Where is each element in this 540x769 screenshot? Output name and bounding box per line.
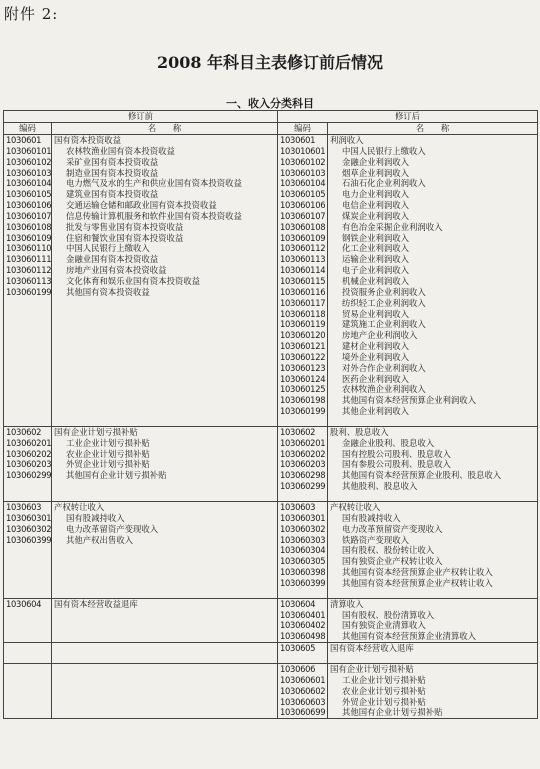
after-name-cell: 股利、股息收入 — [328, 426, 538, 437]
after-code-cell: 103060299 — [278, 481, 328, 492]
table-row — [4, 211, 538, 222]
after-code-cell: 103060202 — [278, 449, 328, 460]
spacer-cell — [328, 589, 538, 599]
before-name-cell: 国有企业计划亏损补贴 — [52, 426, 278, 437]
document-title: 2008 年科目主表修订前后情况 — [156, 53, 384, 72]
after-code-cell: 103060199 — [278, 406, 328, 417]
after-code-cell: 103060107 — [278, 211, 328, 222]
before-name-cell: 农林牧渔业国有资本投资收益 — [52, 146, 278, 157]
section-heading: 一、收入分类科目 — [226, 97, 314, 110]
before-code-cell — [4, 545, 52, 556]
table-row — [4, 631, 538, 642]
table-row — [4, 276, 538, 287]
table-row — [4, 178, 538, 189]
table-row — [4, 697, 538, 708]
after-code-cell: 103060105 — [278, 189, 328, 200]
after-code-cell: 103060602 — [278, 686, 328, 697]
table-row — [4, 470, 538, 481]
after-code-cell: 103060302 — [278, 524, 328, 535]
after-name-cell: 煤炭企业利润收入 — [328, 211, 538, 222]
after-name-cell: 国有独资企业产权转让收入 — [328, 556, 538, 567]
before-name-cell — [52, 556, 278, 567]
after-code-cell: 103060106 — [278, 200, 328, 211]
before-name-cell: 文化体育和娱乐业国有资本投资收益 — [52, 276, 278, 287]
table-row — [4, 319, 538, 330]
header-after: 修订后 — [278, 111, 538, 123]
after-code-cell: 1030602 — [278, 426, 328, 437]
after-name-cell: 运输企业利润收入 — [328, 254, 538, 265]
before-code-cell — [4, 374, 52, 385]
before-code-cell — [4, 395, 52, 406]
before-code-cell — [4, 620, 52, 631]
after-code-cell: 103010601 — [278, 146, 328, 157]
before-name-cell — [52, 675, 278, 686]
after-name-cell: 石油石化企业利润收入 — [328, 178, 538, 189]
before-name-cell: 国有资本经营收益退库 — [52, 598, 278, 609]
spacer-cell — [278, 417, 328, 427]
table-row — [4, 395, 538, 406]
before-name-cell — [52, 610, 278, 621]
before-code-cell: 1030604 — [4, 598, 52, 609]
before-code-cell: 103060201 — [4, 438, 52, 449]
before-code-cell — [4, 610, 52, 621]
after-code-cell: 103060103 — [278, 168, 328, 179]
after-code-cell: 103060117 — [278, 298, 328, 309]
before-name-cell: 批发与零售业国有资本投资收益 — [52, 222, 278, 233]
after-name-cell: 国有股权、股份转让收入 — [328, 545, 538, 556]
before-code-cell: 103060299 — [4, 470, 52, 481]
table-row — [4, 459, 538, 470]
after-name-cell: 国有股减持收入 — [328, 513, 538, 524]
before-name-cell — [52, 631, 278, 642]
table-row — [4, 254, 538, 265]
before-name-cell — [52, 298, 278, 309]
table-header-period-row — [4, 111, 538, 123]
table-header-column-row — [4, 123, 538, 135]
after-code-cell: 103060305 — [278, 556, 328, 567]
after-code-cell: 103060603 — [278, 697, 328, 708]
spacer-cell — [4, 417, 52, 427]
after-name-cell: 其他国有资本经营预算企业清算收入 — [328, 631, 538, 642]
before-name-cell: 其他国有企业计划亏损补贴 — [52, 470, 278, 481]
before-name-cell: 建筑业国有资本投资收益 — [52, 189, 278, 200]
after-name-cell: 其他国有资本经营预算企业利润收入 — [328, 395, 538, 406]
before-code-cell — [4, 697, 52, 708]
spacer-cell — [4, 589, 52, 599]
table-row — [4, 243, 538, 254]
before-code-cell: 103060112 — [4, 265, 52, 276]
after-code-cell: 103060301 — [278, 513, 328, 524]
before-name-cell: 电力燃气及水的生产和供应业国有资本投资收益 — [52, 178, 278, 189]
before-code-cell: 103060399 — [4, 535, 52, 546]
spacer-cell — [278, 589, 328, 599]
before-code-cell — [4, 707, 52, 718]
after-code-cell: 1030603 — [278, 502, 328, 513]
after-name-cell: 国有独资企业清算收入 — [328, 620, 538, 631]
after-name-cell: 有色冶金采掘企业利润收入 — [328, 222, 538, 233]
after-name-cell: 国有资本经营收入退库 — [328, 643, 538, 654]
before-name-cell: 中国人民银行上缴收入 — [52, 243, 278, 254]
before-code-cell — [4, 384, 52, 395]
before-name-cell: 产权转让收入 — [52, 502, 278, 513]
after-name-cell: 境外企业利润收入 — [328, 352, 538, 363]
table-row — [4, 567, 538, 578]
table-row — [4, 686, 538, 697]
before-code-cell: 103060202 — [4, 449, 52, 460]
after-code-cell: 103060112 — [278, 243, 328, 254]
before-code-cell: 103060107 — [4, 211, 52, 222]
spacer-cell — [4, 654, 52, 664]
after-code-cell: 103060399 — [278, 578, 328, 589]
table-row — [4, 406, 538, 417]
after-name-cell: 建筑施工企业利润收入 — [328, 319, 538, 330]
before-name-cell — [52, 374, 278, 385]
after-name-cell: 贸易企业利润收入 — [328, 309, 538, 320]
after-name-cell: 化工企业利润收入 — [328, 243, 538, 254]
after-name-cell: 电力企业利润收入 — [328, 189, 538, 200]
before-name-cell — [52, 309, 278, 320]
before-name-cell: 交通运输仓储和邮政业国有资本投资收益 — [52, 200, 278, 211]
before-code-cell — [4, 578, 52, 589]
after-code-cell: 103060201 — [278, 438, 328, 449]
after-name-cell: 其他国有资本经营预算企业股利、股息收入 — [328, 470, 538, 481]
table-row — [4, 309, 538, 320]
table-row — [4, 168, 538, 179]
spacer-cell — [278, 654, 328, 664]
table-row — [4, 663, 538, 674]
table-row — [4, 556, 538, 567]
before-name-cell — [52, 395, 278, 406]
table-row — [4, 502, 538, 513]
before-code-cell — [4, 352, 52, 363]
before-name-cell: 其他国有资本投资收益 — [52, 287, 278, 298]
spacer-cell — [278, 492, 328, 502]
spacer-cell — [52, 492, 278, 502]
before-name-cell — [52, 319, 278, 330]
after-name-cell: 纺织轻工企业利润收入 — [328, 298, 538, 309]
before-code-cell: 103060113 — [4, 276, 52, 287]
before-code-cell: 103060111 — [4, 254, 52, 265]
header-name-before: 名 称 — [52, 123, 278, 135]
table-row — [4, 620, 538, 631]
before-code-cell: 103060106 — [4, 200, 52, 211]
spacer-cell — [328, 492, 538, 502]
table-row — [4, 481, 538, 492]
before-name-cell — [52, 663, 278, 674]
before-code-cell: 103060302 — [4, 524, 52, 535]
before-code-cell — [4, 309, 52, 320]
table-row — [4, 222, 538, 233]
group-spacer-row — [4, 654, 538, 664]
after-name-cell: 其他国有企业计划亏损补贴 — [328, 707, 538, 718]
before-code-cell: 1030601 — [4, 135, 52, 146]
after-name-cell: 金融企业利润收入 — [328, 157, 538, 168]
table-row — [4, 384, 538, 395]
before-name-cell: 国有资本投资收益 — [52, 135, 278, 146]
after-code-cell: 1030605 — [278, 643, 328, 654]
after-name-cell: 投资服务企业利润收入 — [328, 287, 538, 298]
before-name-cell — [52, 697, 278, 708]
after-code-cell: 103060113 — [278, 254, 328, 265]
before-code-cell — [4, 298, 52, 309]
before-code-cell — [4, 406, 52, 417]
table-row — [4, 146, 538, 157]
after-code-cell: 103060298 — [278, 470, 328, 481]
table-row — [4, 374, 538, 385]
spacer-cell — [328, 417, 538, 427]
table-row — [4, 352, 538, 363]
before-name-cell — [52, 481, 278, 492]
after-code-cell: 1030604 — [278, 598, 328, 609]
before-name-cell: 住宿和餐饮业国有资本投资收益 — [52, 233, 278, 244]
group-spacer-row — [4, 417, 538, 427]
before-name-cell: 房地产业国有资本投资收益 — [52, 265, 278, 276]
before-name-cell — [52, 707, 278, 718]
table-row — [4, 524, 538, 535]
after-name-cell: 房地产企业利润收入 — [328, 330, 538, 341]
before-code-cell — [4, 330, 52, 341]
after-name-cell: 金融企业股利、股息收入 — [328, 438, 538, 449]
after-code-cell: 103060304 — [278, 545, 328, 556]
table-row — [4, 135, 538, 146]
table-row — [4, 200, 538, 211]
before-code-cell — [4, 663, 52, 674]
before-name-cell: 农业企业计划亏损补贴 — [52, 449, 278, 460]
before-code-cell — [4, 675, 52, 686]
table-row — [4, 438, 538, 449]
after-name-cell: 国有股权、股份清算收入 — [328, 610, 538, 621]
table-row — [4, 578, 538, 589]
table-row — [4, 265, 538, 276]
after-code-cell: 103060119 — [278, 319, 328, 330]
before-code-cell: 103060108 — [4, 222, 52, 233]
before-code-cell: 103060199 — [4, 287, 52, 298]
group-spacer-row — [4, 589, 538, 599]
after-code-cell: 103060104 — [278, 178, 328, 189]
after-name-cell: 建材企业利润收入 — [328, 341, 538, 352]
before-name-cell: 外贸企业计划亏损补贴 — [52, 459, 278, 470]
before-name-cell: 其他产权出售收入 — [52, 535, 278, 546]
before-code-cell: 103060109 — [4, 233, 52, 244]
before-name-cell: 工业企业计划亏损补贴 — [52, 438, 278, 449]
after-code-cell: 103060108 — [278, 222, 328, 233]
table-row — [4, 298, 538, 309]
after-name-cell: 电子企业利润收入 — [328, 265, 538, 276]
after-code-cell: 103060120 — [278, 330, 328, 341]
before-code-cell: 103060103 — [4, 168, 52, 179]
after-name-cell: 国有企业计划亏损补贴 — [328, 663, 538, 674]
before-code-cell — [4, 363, 52, 374]
before-code-cell — [4, 643, 52, 654]
before-code-cell — [4, 631, 52, 642]
spacer-cell — [52, 417, 278, 427]
after-code-cell: 103060115 — [278, 276, 328, 287]
after-code-cell: 103060198 — [278, 395, 328, 406]
after-code-cell: 103060601 — [278, 675, 328, 686]
after-name-cell: 利润收入 — [328, 135, 538, 146]
after-code-cell: 103060122 — [278, 352, 328, 363]
after-code-cell: 1030601 — [278, 135, 328, 146]
before-code-cell: 1030603 — [4, 502, 52, 513]
table-row — [4, 341, 538, 352]
before-code-cell: 103060203 — [4, 459, 52, 470]
after-code-cell: 103060123 — [278, 363, 328, 374]
after-name-cell: 外贸企业计划亏损补贴 — [328, 697, 538, 708]
table-row — [4, 675, 538, 686]
before-code-cell: 103060110 — [4, 243, 52, 254]
after-name-cell: 其他企业利润收入 — [328, 406, 538, 417]
before-code-cell — [4, 481, 52, 492]
before-code-cell — [4, 686, 52, 697]
after-code-cell: 103060203 — [278, 459, 328, 470]
table-row — [4, 513, 538, 524]
before-code-cell: 1030602 — [4, 426, 52, 437]
after-code-cell: 103060114 — [278, 265, 328, 276]
after-name-cell: 中国人民银行上缴收入 — [328, 146, 538, 157]
after-code-cell: 1030606 — [278, 663, 328, 674]
before-name-cell: 制造业国有资本投资收益 — [52, 168, 278, 179]
before-name-cell — [52, 545, 278, 556]
after-name-cell: 烟草企业利润收入 — [328, 168, 538, 179]
table-row — [4, 287, 538, 298]
header-code-after: 编码 — [278, 123, 328, 135]
after-name-cell: 国有参股公司股利、股息收入 — [328, 459, 538, 470]
after-name-cell: 对外合作企业利润收入 — [328, 363, 538, 374]
after-code-cell: 103060102 — [278, 157, 328, 168]
before-name-cell — [52, 620, 278, 631]
after-name-cell: 电力改革预留资产变现收入 — [328, 524, 538, 535]
table-row — [4, 189, 538, 200]
before-name-cell: 金融业国有资本投资收益 — [52, 254, 278, 265]
before-name-cell: 采矿业国有资本投资收益 — [52, 157, 278, 168]
before-code-cell — [4, 567, 52, 578]
after-code-cell: 103060124 — [278, 374, 328, 385]
after-code-cell: 103060699 — [278, 707, 328, 718]
before-code-cell: 103060101 — [4, 146, 52, 157]
before-name-cell — [52, 384, 278, 395]
after-code-cell: 103060398 — [278, 567, 328, 578]
before-name-cell: 国有股减持收入 — [52, 513, 278, 524]
after-code-cell: 103060116 — [278, 287, 328, 298]
header-before: 修订前 — [4, 111, 278, 123]
spacer-cell — [4, 492, 52, 502]
before-name-cell: 电力改革留资产变现收入 — [52, 524, 278, 535]
after-name-cell: 国有控股公司股利、股息收入 — [328, 449, 538, 460]
before-code-cell: 103060301 — [4, 513, 52, 524]
table-body — [4, 135, 538, 719]
spacer-cell — [52, 654, 278, 664]
table-row — [4, 610, 538, 621]
table-row — [4, 643, 538, 654]
after-name-cell: 其他国有资本经营预算企业产权转让收入 — [328, 578, 538, 589]
table-row — [4, 157, 538, 168]
table-row — [4, 330, 538, 341]
before-name-cell — [52, 341, 278, 352]
before-name-cell — [52, 567, 278, 578]
table-row — [4, 233, 538, 244]
before-code-cell: 103060105 — [4, 189, 52, 200]
before-code-cell — [4, 341, 52, 352]
table-row — [4, 449, 538, 460]
before-code-cell: 103060104 — [4, 178, 52, 189]
spacer-cell — [328, 654, 538, 664]
after-code-cell: 103060402 — [278, 620, 328, 631]
before-name-cell — [52, 686, 278, 697]
table-row — [4, 545, 538, 556]
after-code-cell: 103060121 — [278, 341, 328, 352]
before-name-cell — [52, 363, 278, 374]
after-name-cell: 产权转让收入 — [328, 502, 538, 513]
after-name-cell: 铁路资产变现收入 — [328, 535, 538, 546]
after-name-cell: 其他股利、股息收入 — [328, 481, 538, 492]
table-row — [4, 426, 538, 437]
attachment-label: 附件 2: — [4, 5, 59, 23]
after-name-cell: 钢铁企业利润收入 — [328, 233, 538, 244]
after-code-cell: 103060303 — [278, 535, 328, 546]
spacer-cell — [52, 589, 278, 599]
before-name-cell — [52, 643, 278, 654]
table-row — [4, 535, 538, 546]
after-code-cell: 103060109 — [278, 233, 328, 244]
before-code-cell — [4, 556, 52, 567]
subject-comparison-table — [3, 110, 538, 719]
after-name-cell: 农林牧渔企业利润收入 — [328, 384, 538, 395]
after-name-cell: 医药企业利润收入 — [328, 374, 538, 385]
header-name-after: 名 称 — [328, 123, 538, 135]
after-name-cell: 工业企业计划亏损补贴 — [328, 675, 538, 686]
before-name-cell — [52, 352, 278, 363]
before-code-cell — [4, 319, 52, 330]
after-code-cell: 103060401 — [278, 610, 328, 621]
table-row — [4, 363, 538, 374]
after-name-cell: 其他国有资本经营预算企业产权转让收入 — [328, 567, 538, 578]
before-name-cell — [52, 330, 278, 341]
after-name-cell: 清算收入 — [328, 598, 538, 609]
after-code-cell: 103060125 — [278, 384, 328, 395]
after-name-cell: 电信企业利润收入 — [328, 200, 538, 211]
table-row — [4, 598, 538, 609]
after-code-cell: 103060118 — [278, 309, 328, 320]
after-name-cell: 机械企业利润收入 — [328, 276, 538, 287]
before-name-cell — [52, 406, 278, 417]
after-code-cell: 103060498 — [278, 631, 328, 642]
before-name-cell — [52, 578, 278, 589]
header-code-before: 编码 — [4, 123, 52, 135]
group-spacer-row — [4, 492, 538, 502]
after-name-cell: 农业企业计划亏损补贴 — [328, 686, 538, 697]
before-code-cell: 103060102 — [4, 157, 52, 168]
table-row — [4, 707, 538, 718]
subject-table-wrapper — [3, 110, 537, 719]
before-name-cell: 信息传输计算机服务和软件业国有资本投资收益 — [52, 211, 278, 222]
